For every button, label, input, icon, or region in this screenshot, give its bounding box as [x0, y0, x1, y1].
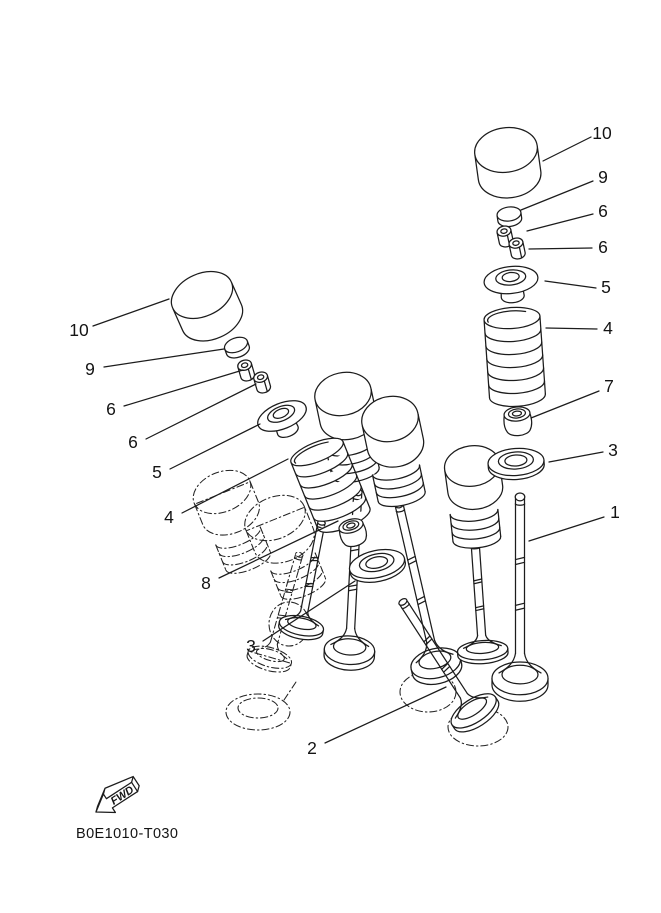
- valve-cotter-right-lower: [508, 237, 526, 260]
- spring-retainer-right: [483, 264, 540, 306]
- spring-seat-left: [347, 545, 408, 587]
- phantom-lifter-2: [238, 487, 321, 572]
- callout-right-1: 1: [610, 502, 620, 522]
- intake-valve: [492, 493, 548, 701]
- leader-left-10: [93, 299, 169, 326]
- fwd-arrow: [88, 772, 145, 821]
- callout-left-10: 10: [69, 320, 89, 340]
- callout-right-5: 5: [601, 277, 611, 297]
- callout-left-5: 5: [152, 462, 162, 482]
- assembled-spring-c: [450, 509, 502, 550]
- callout-right-10: 10: [592, 123, 612, 143]
- spring-seat-right: [487, 447, 545, 482]
- callout-right-6b: 6: [598, 237, 608, 257]
- leader-left-9: [104, 349, 224, 367]
- valve-lifter-right: [472, 124, 544, 202]
- leader-left-2: [325, 687, 446, 743]
- valve-pad-left: [222, 334, 251, 361]
- callout-right-6a: 6: [598, 201, 608, 221]
- diagram-code: B0E1010-T030: [76, 826, 179, 842]
- callout-left-6a: 6: [106, 399, 116, 419]
- spring-retainer-left: [253, 395, 313, 446]
- exploded-column-right: [472, 124, 548, 702]
- leader-right-4: [546, 328, 597, 329]
- assembled-valve-c: [450, 540, 509, 666]
- valve-pad-right: [496, 205, 522, 228]
- phantom-spring-2: [271, 553, 329, 604]
- callout-left-9: 9: [85, 359, 95, 379]
- callout-left-6b: 6: [128, 432, 138, 452]
- leader-right-5: [545, 281, 596, 288]
- phantom-valve-head-lower-left: [226, 682, 296, 730]
- leader-right-3: [549, 452, 603, 462]
- leader-left-5: [170, 424, 260, 469]
- callout-left-4: 4: [164, 507, 174, 527]
- fwd-label: FWD: [108, 783, 137, 808]
- callout-left-3: 3: [246, 636, 256, 656]
- phantom-lifter-1: [187, 462, 266, 543]
- leader-left-6b: [146, 384, 256, 439]
- assembled-spring-b: [373, 465, 427, 510]
- valve-spring-right: [483, 306, 546, 409]
- callout-right-7: 7: [604, 376, 614, 396]
- leader-right-6b: [529, 248, 592, 249]
- leader-left-6a: [124, 370, 243, 406]
- callout-right-3: 3: [608, 440, 618, 460]
- valve-stem-seal-right: [503, 406, 534, 437]
- leader-right-10: [543, 137, 591, 161]
- callout-left-2: 2: [307, 738, 317, 758]
- assembled-valve-cluster: [187, 367, 509, 730]
- callout-left-8: 8: [201, 573, 211, 593]
- leader-right-1: [529, 517, 604, 541]
- assembled-lifter-c: [442, 442, 506, 513]
- leader-right-6a: [527, 214, 593, 231]
- callout-right-4: 4: [603, 318, 613, 338]
- assembled-valve-far-left: [277, 516, 344, 643]
- callout-right-9: 9: [598, 167, 608, 187]
- valve-cotter-left-lower: [253, 370, 272, 394]
